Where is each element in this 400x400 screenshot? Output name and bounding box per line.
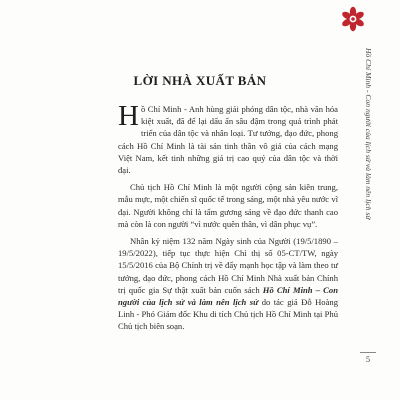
body-text — [118, 100, 338, 338]
paragraph-3-text-after: do tác giả Đỗ Hoàng Linh - Phó Giám đốc Khu di tích Chủ tịch Hồ Chí Minh tại Phủ Chủ tịch biên soạn. — [118, 297, 338, 332]
publisher-logo-icon — [340, 6, 366, 32]
drop-cap: H — [118, 100, 139, 132]
paragraph-3 — [118, 235, 338, 333]
running-side-title: Hồ Chí Minh - Con người của lịch sử và làm nên lịch sử — [364, 48, 373, 220]
paragraph-1-text: ồ Chí Minh - Anh hùng giải phóng dân tộc, nhà văn hóa kiệt xuất, đã để lại dấu ấn sâu đậm trong quá trình phát triển của dân tộc và nhân loại. Tư tưởng, đạo đức, phong cách Hồ Chí Minh là tài sản tinh thần vô giá của cách mạng Việt Nam, kết tinh những giá trị cao quý của dân tộc và thời đại. — [118, 104, 338, 176]
paragraph-3-text-before: Nhân kỷ niệm 132 năm Ngày sinh của Người (19/5/1890 – 19/5/2022), tiếp tục thực hiện Chỉ thị số 05-CT/TW, ngày 15/5/2016 của Bộ Chính trị về đẩy mạnh học tập và làm theo tư tưởng, đạo đức, phong cách Hồ Chí Minh Nhà xuất bản Chính trị quốc gia Sự thật xuất bản cuốn sách — [118, 236, 338, 295]
page-title: LỜI NHÀ XUẤT BẢN — [133, 73, 267, 88]
page-number: 5 — [366, 355, 370, 364]
book-title: Hồ Chí Minh – Con người của lịch sử và làm nên lịch sử — [118, 284, 338, 308]
paragraph-1 — [118, 100, 338, 176]
page-number-divider — [360, 352, 376, 353]
paragraph-2: Chủ tịch Hồ Chí Minh là một người cộng sản kiên trung, mẫu mực, một chiến sĩ quốc tế trong sáng, một nhà yêu nước vĩ đại. Người không chỉ là tấm gương sáng về đạo đức thanh cao mà còn là con người “vì nước quên thân, vì dân phục vụ”. — [118, 182, 338, 229]
